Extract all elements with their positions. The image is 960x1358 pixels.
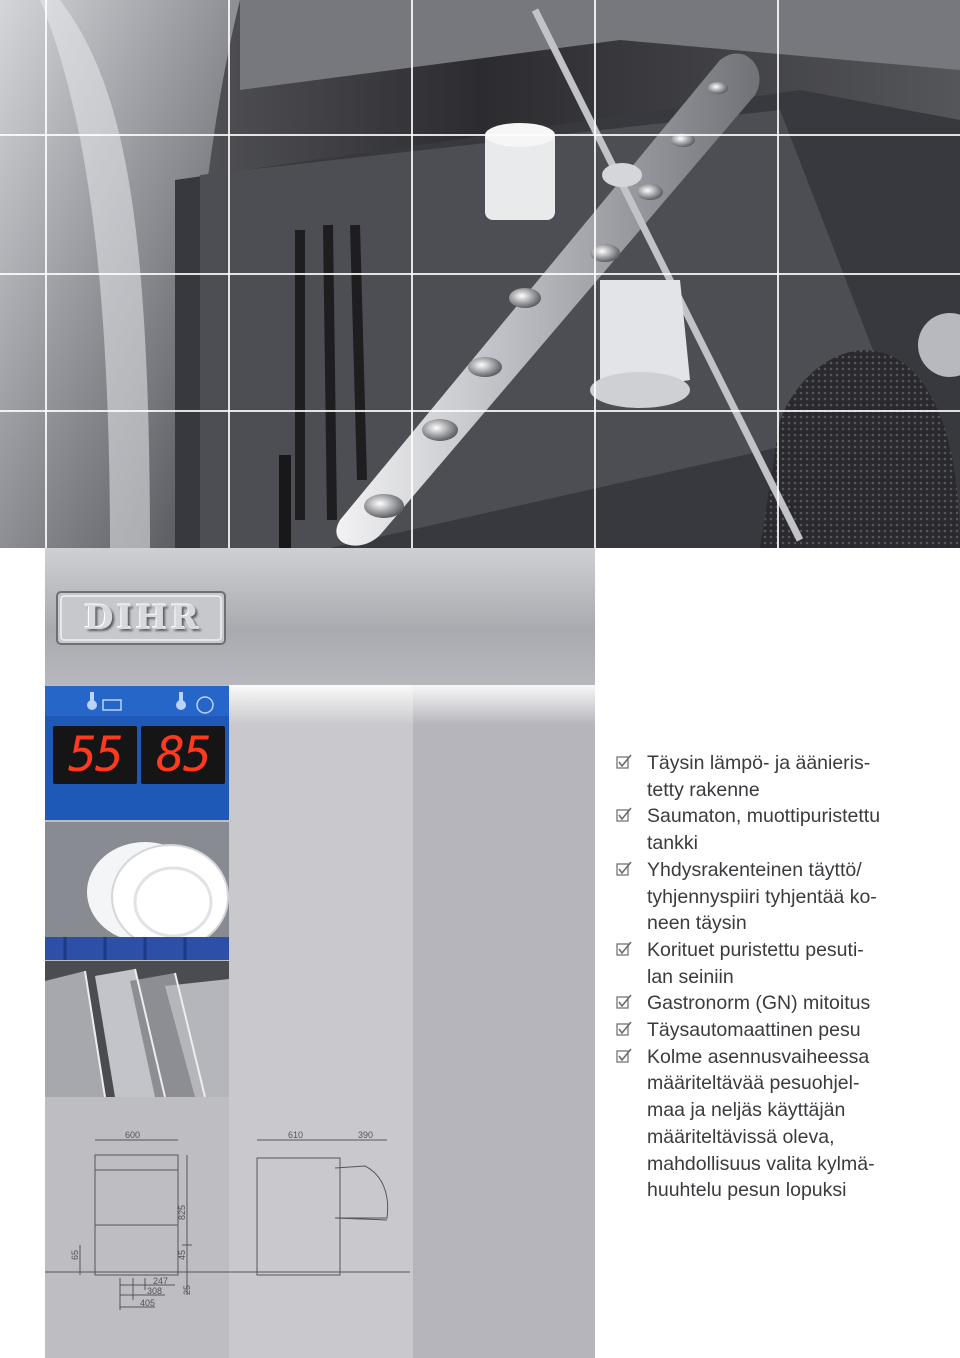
feature-item <box>613 990 943 1017</box>
feature-item <box>613 937 943 990</box>
dim-front-width: 600 <box>125 1130 141 1140</box>
temperature-display-wash: 55 <box>68 727 122 783</box>
feature-text: Täysin lämpö- ja äänieris- tetty rakenne <box>647 752 871 801</box>
checkbox-checked-icon <box>613 994 635 1010</box>
feature-text: Korituet puristettu pesuti- lan seiniin <box>647 938 864 988</box>
dim-total-distance: 405 <box>140 1298 156 1308</box>
feature-item <box>613 1044 943 1204</box>
steel-trays <box>45 961 229 1097</box>
feature-item <box>613 857 943 937</box>
dim-base-offset: 25 <box>182 1284 192 1295</box>
dim-side-width: 610 <box>288 1130 304 1140</box>
checkbox-checked-icon <box>613 941 635 957</box>
dim-door-depth: 390 <box>358 1130 374 1140</box>
checkbox-checked-icon <box>613 1021 635 1037</box>
technical-drawing <box>45 1120 415 1320</box>
feature-text: Gastronorm (GN) mitoitus <box>647 992 871 1015</box>
feature-item <box>613 1017 943 1044</box>
features-list <box>613 750 943 1204</box>
plates-in-basket <box>45 822 229 960</box>
checkbox-checked-icon <box>613 807 635 823</box>
feature-text: Kolme asennusvaiheessa määriteltävää pesuohjel- maa ja neljäs käyttäjän määriteltävissä oleva, mahdollisuus valita kylmä- huuhtelu pesun lopuksi <box>647 1045 875 1202</box>
gastronorm-trays-photo <box>45 961 229 1097</box>
hero-photo-dishwasher-interior <box>0 0 960 548</box>
checkbox-checked-icon <box>613 861 635 877</box>
temperature-display-rinse: 85 <box>156 727 210 783</box>
margin-column <box>0 548 45 1358</box>
dim-foot-gap: 45 <box>177 1249 187 1260</box>
checkbox-checked-icon <box>613 1048 635 1064</box>
plates-rack-photo <box>45 822 229 960</box>
dihr-logo: DIHR <box>84 598 202 638</box>
checkbox-checked-icon <box>613 754 635 770</box>
steel-panel <box>45 548 595 685</box>
feature-text: Saumaton, muottipuristettu tankki <box>647 805 881 855</box>
feature-text: Täysautomaattinen pesu <box>647 1019 861 1042</box>
feature-item <box>613 803 943 856</box>
dim-feet-height: 65 <box>70 1249 80 1260</box>
control-panel-display-photo <box>45 686 229 820</box>
dim-height: 825 <box>177 1204 187 1220</box>
fade-strip <box>229 685 960 725</box>
feature-text: Yhdysrakenteinen täyttö/ tyhjennyspiiri tyhjentää ko- neen täysin <box>647 858 877 935</box>
dim-drain-distance: 308 <box>147 1286 163 1296</box>
dim-inlet-distance: 247 <box>153 1276 169 1286</box>
feature-item <box>613 750 943 803</box>
